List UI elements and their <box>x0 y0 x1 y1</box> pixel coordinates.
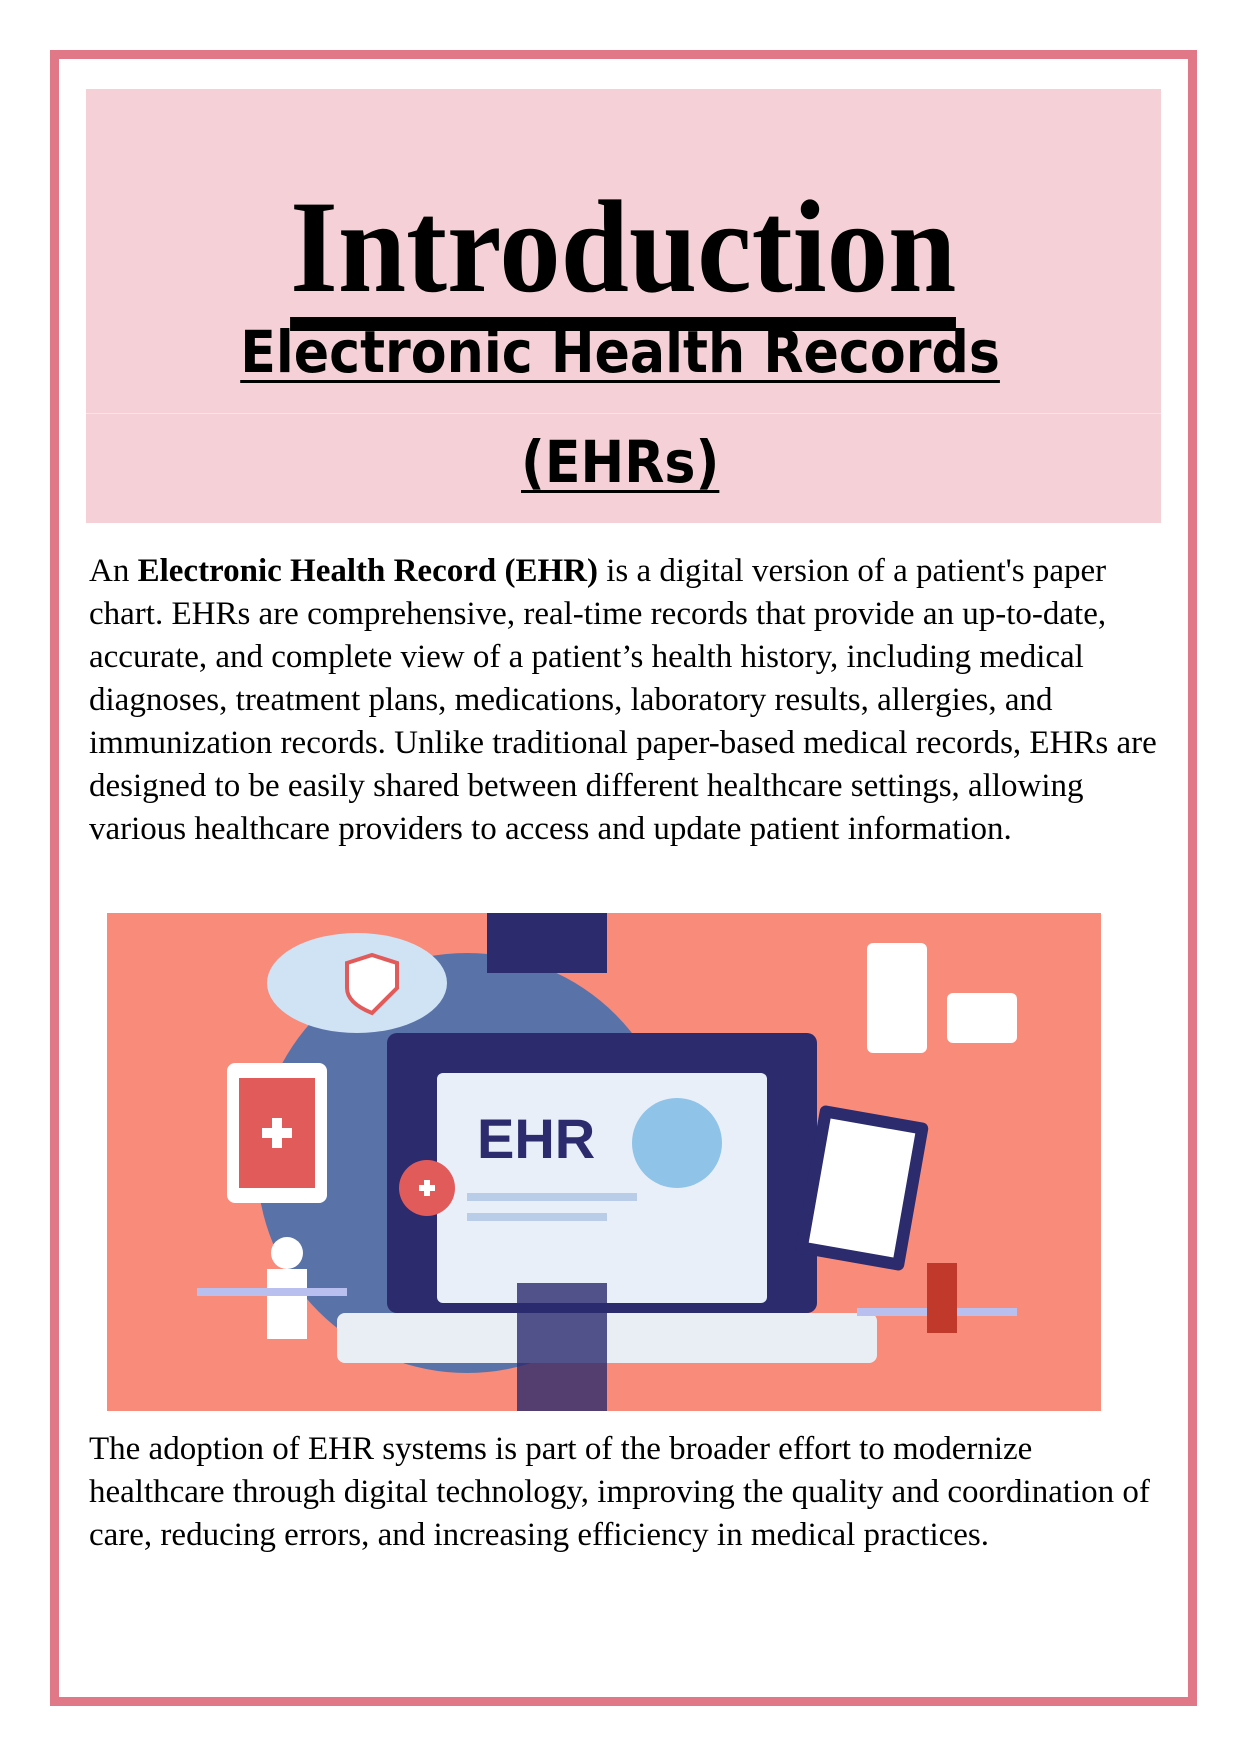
text-line <box>467 1193 637 1201</box>
para-bold-term: Electronic Health Record (EHR) <box>137 553 598 589</box>
first-aid-kit-icon <box>947 993 1017 1043</box>
page-title <box>86 173 1161 331</box>
ehr-illustration <box>107 913 1101 1411</box>
family-figures <box>517 1283 607 1411</box>
adoption-paragraph: The adoption of EHR systems is part of the broader effort to modernize healthcare through digital technology, improving the quality and coordination of care, reducing errors, and increasing efficiency in medical practices. <box>89 1431 1150 1553</box>
doctor-avatar <box>632 1098 722 1188</box>
ehr-label: EHR <box>477 1107 596 1170</box>
subtitle-text-2: (EHRs) <box>521 428 720 496</box>
subtitle-line-1 <box>0 318 1241 386</box>
monitor-icon <box>487 913 607 973</box>
page-title-text: Introduction <box>290 183 956 331</box>
phone-icon <box>867 943 927 1053</box>
patient-figure <box>927 1263 957 1333</box>
subtitle-text-1: Electronic Health Records <box>240 318 1001 386</box>
desk-left <box>197 1288 347 1296</box>
para-prefix: An <box>89 553 138 589</box>
doctor-head <box>271 1237 303 1269</box>
para-rest: is a digital version of a patient's paper chart. EHRs are comprehensive, real-time records that provide an up-to-date, accurate, and complete view of a patient’s health history, including medical diagnoses, treatment plans, medications, laboratory results, allergies, and immunization records. Unlike traditional paper-based medical records, EHRs are designed to be easily shared between different healthcare settings, allowing various healthcare providers to access and update patient information. <box>89 553 1157 847</box>
intro-paragraph <box>89 550 1169 851</box>
text-line <box>467 1213 607 1221</box>
banner-divider <box>86 413 1161 414</box>
subtitle-line-2 <box>0 428 1241 496</box>
doctor-figure <box>267 1269 307 1339</box>
